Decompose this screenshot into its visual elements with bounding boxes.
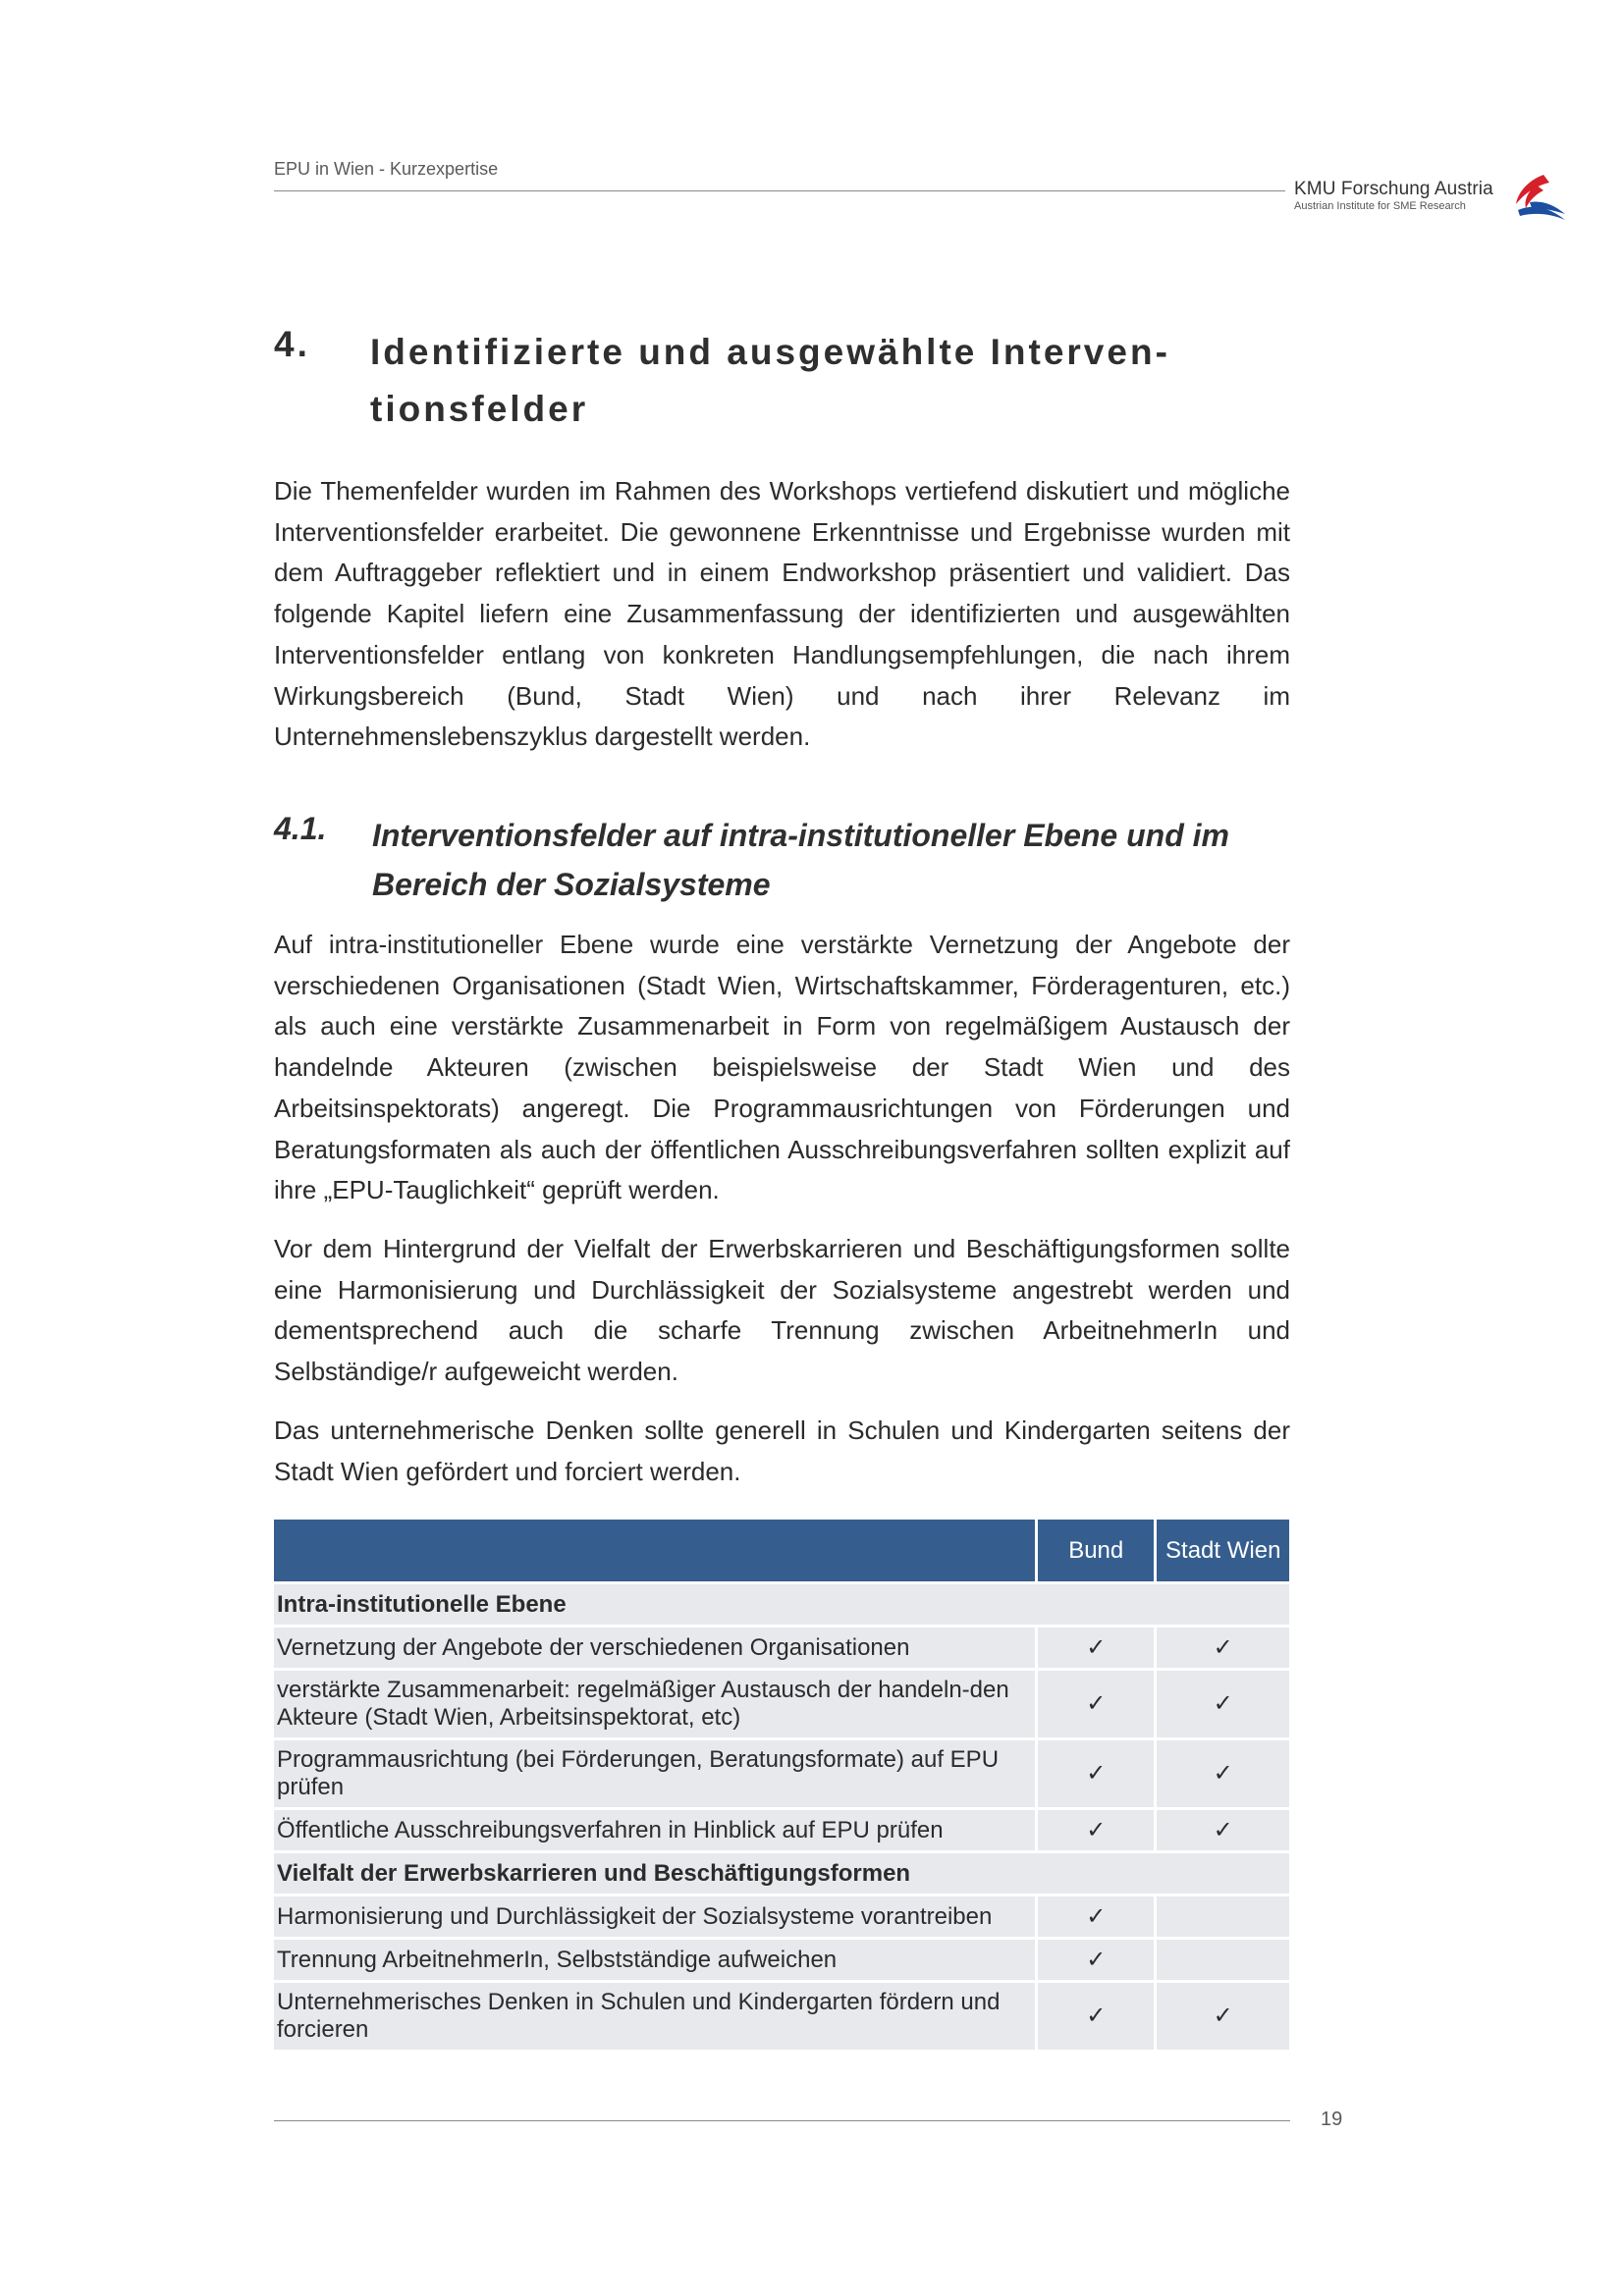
empty-cell [1157, 1940, 1289, 1980]
footer-rule [274, 2120, 1290, 2121]
table-row [274, 1740, 1289, 1807]
paragraph-3: Das unternehmerische Denken sollte generell in Schulen und Kindergarten seitens der Stadt Wien gefördert und forciert werden. [274, 1415, 1290, 1486]
page-number: 19 [1321, 2109, 1343, 2130]
logo-mark-icon [1510, 171, 1571, 222]
table-section-row [274, 1853, 1289, 1894]
logo-name: KMU Forschung Austria [1294, 179, 1493, 199]
section-number: 4. [274, 324, 310, 364]
table-row [274, 1628, 1289, 1668]
check-icon: ✓ [1038, 1810, 1154, 1850]
table-row [274, 1983, 1289, 2050]
table-row-label: verstärkte Zusammenarbeit: regelmäßiger Austausch der handeln-den Akteure (Stadt Wien, Arbeitsinspektorat, etc) [274, 1671, 1035, 1737]
check-icon: ✓ [1157, 1671, 1289, 1737]
table-row [274, 1810, 1289, 1850]
check-icon: ✓ [1038, 1740, 1154, 1807]
table-section-title: Intra-institutionelle Ebene [274, 1584, 1289, 1625]
table-header-row [274, 1520, 1289, 1581]
table-row-label: Programmausrichtung (bei Förderungen, Beratungsformate) auf EPU prüfen [274, 1740, 1035, 1807]
table-row [274, 1940, 1289, 1980]
table-section-row [274, 1584, 1289, 1625]
intro-paragraph: Die Themenfelder wurden im Rahmen des Workshops vertiefend diskutiert und mögliche Interventionsfelder erarbeitet. Die gewonnene Erkenntnisse und Ergebnisse wurden mit dem Auftraggeber reflektiert und in einem Endworkshop präsentiert und validiert. Das folgende Kapitel liefern eine Zusammenfassung der identifizierten und ausgewählten Interventionsfelder entlang von konkreten Handlungsempfehlungen, die nach ihrem Wirkungsbereich (Bund, Stadt Wien) und nach ihrer Relevanz im Unternehmenslebenszyklus dargestellt werden. [274, 476, 1290, 752]
header-title: EPU in Wien - Kurzexpertise [274, 159, 499, 179]
check-icon: ✓ [1038, 1628, 1154, 1668]
table-section-title: Vielfalt der Erwerbskarrieren und Beschäftigungsformen [274, 1853, 1289, 1894]
check-icon: ✓ [1157, 1810, 1289, 1850]
table-header-bund: Bund [1038, 1520, 1154, 1581]
check-icon: ✓ [1038, 1671, 1154, 1737]
check-icon: ✓ [1157, 1740, 1289, 1807]
paragraph-1: Auf intra-institutioneller Ebene wurde eine verstärkte Vernetzung der Angebote der verschiedenen Organisationen (Stadt Wien, Wirtschaftskammer, Förderagenturen, etc.) als auch eine verstärkte Zusammenarbeit in Form von regelmäßigem Austausch der handelnde Akteuren (zwischen beispielsweise der Stadt Wien und des Arbeitsinspektorats) angeregt. Die Programmausrichtungen von Förderungen und Beratungsformaten als auch der öffentlichen Ausschreibungsverfahren sollten explizit auf ihre „EPU-Tauglichkeit“ geprüft werden. [274, 930, 1290, 1205]
check-icon: ✓ [1157, 1983, 1289, 2050]
table-row-label: Vernetzung der Angebote der verschiedenen Organisationen [274, 1628, 1035, 1668]
check-icon: ✓ [1038, 1896, 1154, 1937]
check-icon: ✓ [1038, 1983, 1154, 2050]
subsection-title: Interventionsfelder auf intra-institutioneller Ebene und im Bereich der Sozialsysteme [372, 818, 1229, 902]
table-row-label: Unternehmerisches Denken in Schulen und Kindergarten fördern und forcieren [274, 1983, 1035, 2050]
subsection-number: 4.1. [274, 811, 327, 846]
empty-cell [1157, 1896, 1289, 1937]
check-icon: ✓ [1157, 1628, 1289, 1668]
logo-subtitle: Austrian Institute for SME Research [1294, 200, 1466, 212]
table-row-label: Harmonisierung und Durchlässigkeit der Sozialsysteme vorantreiben [274, 1896, 1035, 1937]
paragraph-2: Vor dem Hintergrund der Vielfalt der Erwerbskarrieren und Beschäftigungsformen sollte eine Harmonisierung und Durchlässigkeit der Sozialsysteme angestrebt werden und dementsprechend auch die scharfe Trennung zwischen ArbeitnehmerIn und Selbständige/r aufgeweicht werden. [274, 1234, 1290, 1387]
check-icon: ✓ [1038, 1940, 1154, 1980]
table-row [274, 1671, 1289, 1737]
header-rule [274, 190, 1285, 191]
section-title: Identifizierte und ausgewählte Interven-tionsfelder [370, 332, 1170, 429]
table-row-label: Trennung ArbeitnehmerIn, Selbstständige aufweichen [274, 1940, 1035, 1980]
table-header-empty [274, 1520, 1035, 1581]
table-row [274, 1896, 1289, 1937]
table-header-stadt-wien: Stadt Wien [1157, 1520, 1289, 1581]
table-row-label: Öffentliche Ausschreibungsverfahren in Hinblick auf EPU prüfen [274, 1810, 1035, 1850]
recommendations-table [271, 1517, 1292, 2053]
